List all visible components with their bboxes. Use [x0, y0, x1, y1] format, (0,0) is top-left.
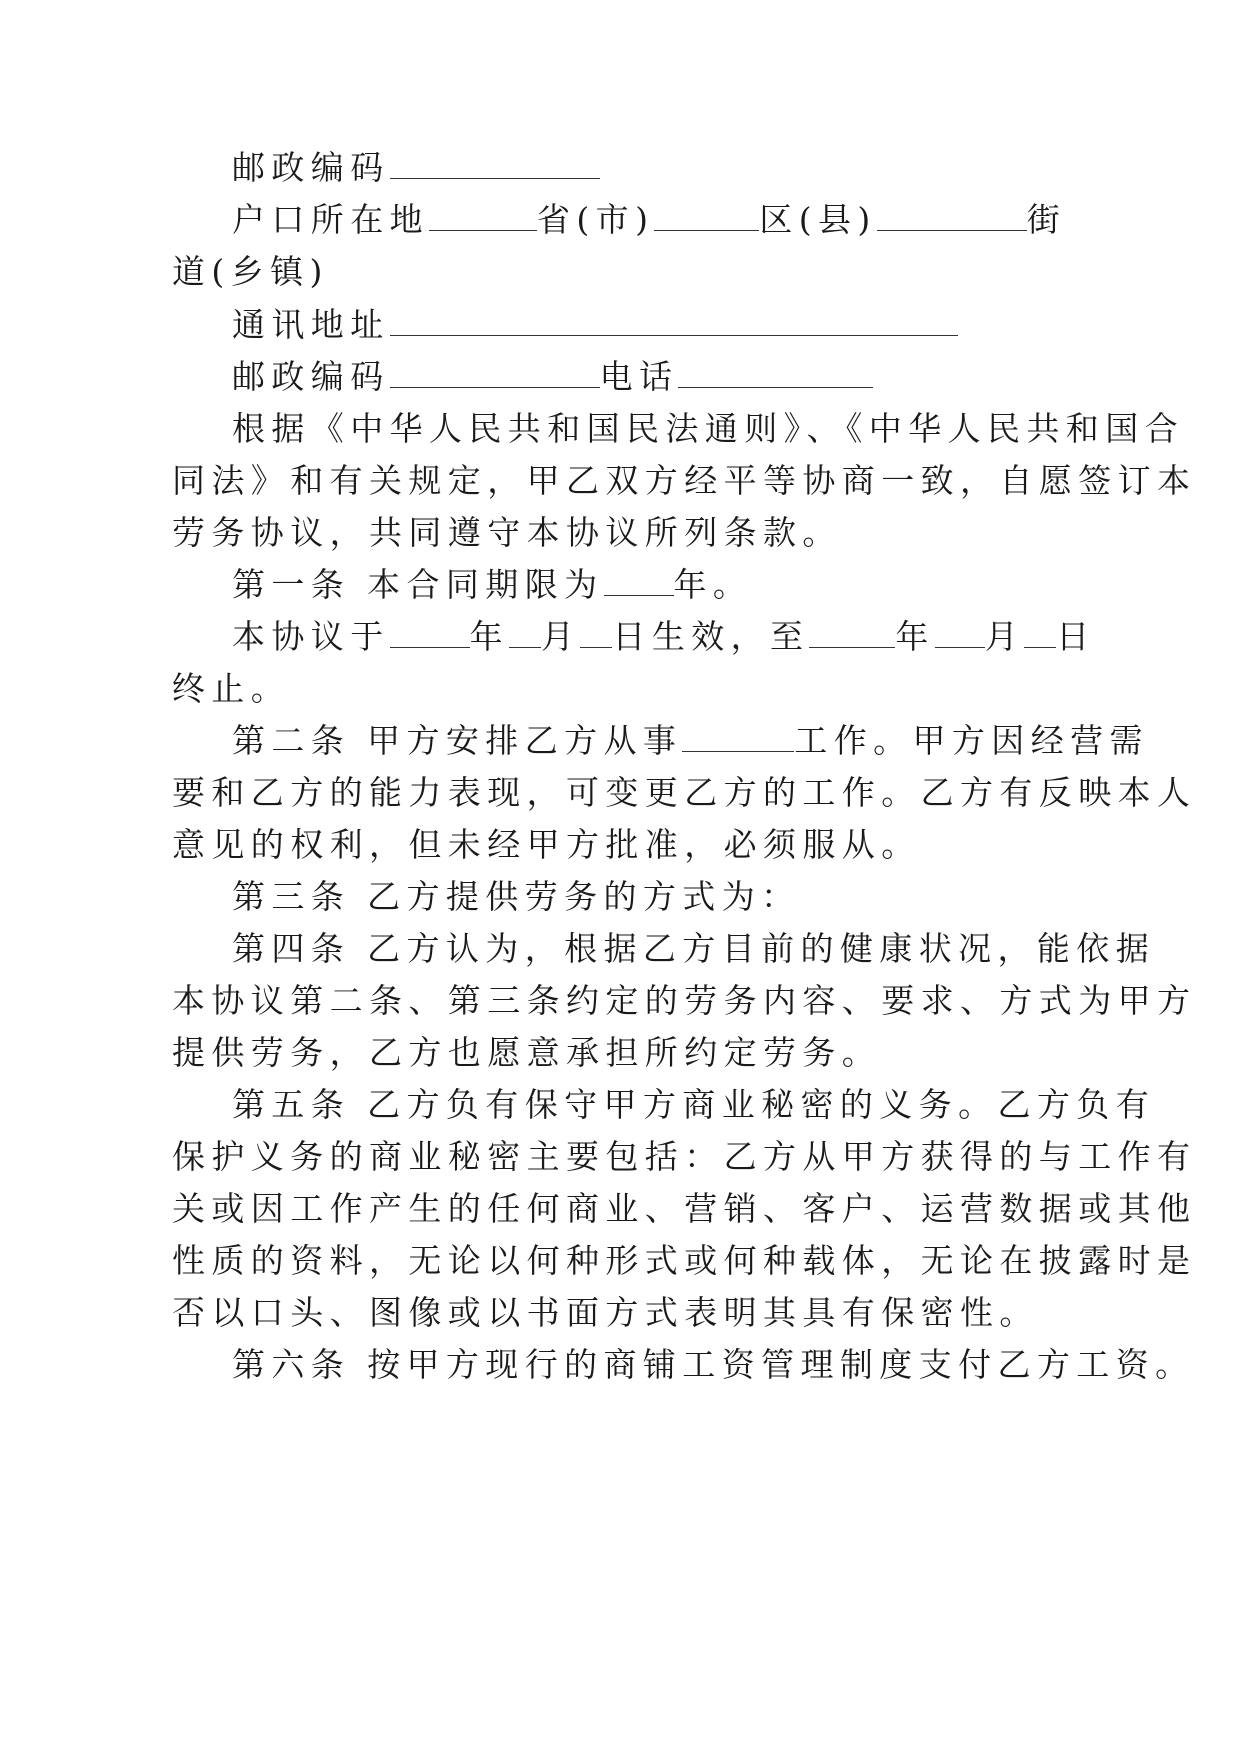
document-line: [232, 407, 1184, 451]
line-text: 根据《中华人民共和国民法通则》、《中华人民共和国合: [232, 409, 1184, 448]
line-text: 月: [541, 617, 581, 656]
document-line: [232, 355, 873, 399]
fill-in-blank: [1024, 617, 1056, 648]
fill-in-blank: [509, 617, 541, 648]
document-line: [232, 615, 1096, 659]
document-line: [232, 719, 1149, 763]
fill-in-blank: [935, 617, 985, 648]
line-text: 第六条 按甲方现行的商铺工资管理制度支付乙方工资。: [232, 1345, 1195, 1384]
fill-in-blank: [390, 305, 958, 336]
fill-in-blank: [877, 200, 1027, 231]
line-text: 省(市): [537, 200, 655, 239]
line-text: 性质的资料，无论以何种形式或何种载体，无论在披露时是: [172, 1241, 1197, 1280]
document-line: [172, 1135, 1196, 1179]
document-line: [172, 250, 329, 294]
line-text: 电话: [599, 357, 679, 396]
line-text: 日生效，至: [612, 617, 810, 656]
line-text: 关或因工作产生的任何商业、营销、客户、运营数据或其他: [172, 1189, 1197, 1228]
line-text: 第二条 甲方安排乙方从事: [232, 721, 683, 760]
document-line: [172, 1031, 881, 1075]
fill-in-blank: [390, 148, 600, 179]
line-text: 第四条 乙方认为，根据乙方目前的健康状况，能依据: [232, 929, 1156, 968]
line-text: 意见的权利，但未经甲方批准，必须服从。: [172, 825, 921, 864]
line-text: 本协议第二条、第三条约定的劳务内容、要求、方式为甲方: [172, 981, 1197, 1020]
document-line: [172, 771, 1196, 815]
line-text: 月: [984, 617, 1025, 656]
fill-in-blank: [604, 565, 674, 596]
line-text: 邮政编码: [232, 148, 390, 187]
document-line: [172, 459, 1196, 503]
line-text: 同法》和有关规定，甲乙双方经平等协商一致，自愿签订本: [172, 461, 1197, 500]
line-text: 本协议于: [232, 617, 390, 656]
line-text: 街: [1026, 200, 1067, 239]
line-text: 提供劳务，乙方也愿意承担所约定劳务。: [172, 1033, 882, 1072]
line-text: 终止。: [172, 669, 291, 708]
line-text: 道(乡镇): [172, 252, 329, 291]
line-text: 要和乙方的能力表现，可变更乙方的工作。乙方有反映本人: [172, 773, 1197, 812]
line-text: 区(县): [759, 200, 877, 239]
document-line: [232, 1083, 1155, 1127]
line-text: 年: [895, 617, 935, 656]
fill-in-blank: [390, 617, 470, 648]
line-text: 第五条 乙方负有保守甲方商业秘密的义务。乙方负有: [232, 1085, 1156, 1124]
line-text: 保护义务的商业秘密主要包括：乙方从甲方获得的与工作有: [172, 1137, 1197, 1176]
document-line: [232, 1343, 1195, 1387]
fill-in-blank: [580, 617, 612, 648]
line-text: 日: [1056, 617, 1096, 656]
line-text: 户口所在地: [232, 200, 429, 239]
line-text: 邮政编码: [232, 357, 390, 396]
fill-in-blank: [390, 357, 600, 388]
line-text: 劳务协议，共同遵守本协议所列条款。: [172, 513, 842, 552]
document-line: [232, 927, 1155, 971]
document-line: [232, 146, 600, 190]
document-line: [232, 198, 1066, 242]
document-line: [232, 303, 958, 347]
document-line: [172, 511, 842, 555]
document-line: [232, 563, 752, 607]
document-line: [172, 823, 921, 867]
document-line: [232, 875, 801, 919]
line-text: 年: [469, 617, 510, 656]
document-line: [172, 667, 290, 711]
document-line: [172, 1239, 1196, 1283]
fill-in-blank: [682, 721, 794, 752]
document-line: [172, 1187, 1196, 1231]
line-text: 工作。甲方因经营需: [794, 721, 1149, 760]
line-text: 第一条 本合同期限为: [232, 565, 604, 604]
document-line: [172, 1291, 1039, 1335]
document-line: [172, 979, 1196, 1023]
fill-in-blank: [429, 200, 537, 231]
line-text: 通讯地址: [232, 305, 390, 344]
line-text: 年。: [673, 565, 753, 604]
fill-in-blank: [678, 357, 873, 388]
line-text: 第三条 乙方提供劳务的方式为：: [232, 877, 801, 916]
fill-in-blank: [809, 617, 895, 648]
fill-in-blank: [654, 200, 759, 231]
line-text: 否以口头、图像或以书面方式表明其具有保密性。: [172, 1293, 1039, 1332]
